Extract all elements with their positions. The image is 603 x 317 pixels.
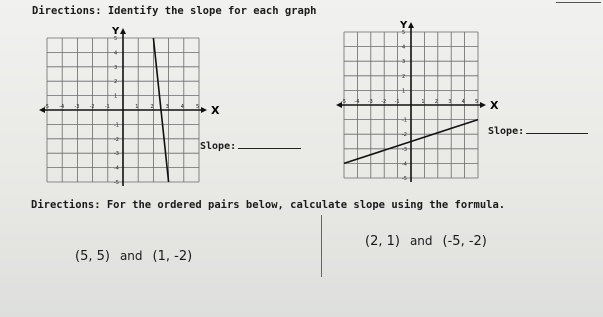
divider-line xyxy=(321,215,322,277)
x-tick-label: 2 xyxy=(434,99,438,105)
pair-a: (2, 1) xyxy=(365,234,400,249)
x-tick-label: 5 xyxy=(475,99,479,105)
x-tick-label: -3 xyxy=(367,99,373,105)
y-axis-label: Y xyxy=(400,20,408,31)
y-tick-label: 3 xyxy=(114,64,118,71)
x-tick-label: -4 xyxy=(354,99,360,105)
x-tick-label: -2 xyxy=(381,99,387,105)
top-rule xyxy=(556,2,601,3)
x-tick-label: 4 xyxy=(180,104,184,110)
pair-b: (1, -2) xyxy=(152,249,193,264)
y-tick-label: 3 xyxy=(402,59,406,66)
x-axis-label: X xyxy=(211,104,220,117)
x-tick-label: 2 xyxy=(150,104,154,110)
x-tick-label: -1 xyxy=(394,99,400,105)
x-tick-label: 3 xyxy=(165,104,169,110)
x-tick-label: -2 xyxy=(89,104,95,110)
x-axis-arrow-right xyxy=(480,102,486,108)
x-tick-label: -3 xyxy=(74,104,80,110)
and-word: and xyxy=(409,234,433,248)
y-tick-label: 4 xyxy=(114,50,118,57)
directions-ordered-pairs: Directions: For the ordered pairs below, calculate slope using the formula. xyxy=(31,199,506,211)
x-tick-label: -5 xyxy=(44,104,49,110)
pair-b: (-5, -2) xyxy=(442,234,487,249)
x-tick-label: 4 xyxy=(461,99,465,105)
x-tick-label: -4 xyxy=(59,104,65,110)
slope-answer-1 xyxy=(200,139,301,152)
y-tick-label: 1 xyxy=(402,88,406,95)
y-tick-label: -2 xyxy=(402,132,407,139)
coordinate-grid-2 xyxy=(338,18,499,182)
y-tick-label: 1 xyxy=(114,93,118,100)
answer-blank-1[interactable] xyxy=(238,139,301,149)
slope-label-1: Slope: xyxy=(200,141,237,152)
x-tick-label: 1 xyxy=(421,99,425,105)
y-tick-label: -3 xyxy=(402,146,407,153)
y-tick-label: -5 xyxy=(402,176,407,182)
y-tick-label: -1 xyxy=(402,117,407,124)
y-tick-label: -4 xyxy=(114,165,119,172)
answer-blank-2[interactable] xyxy=(526,124,588,134)
pair-a: (5, 5) xyxy=(75,249,110,264)
y-tick-label: 5 xyxy=(402,30,406,36)
y-tick-label: -4 xyxy=(402,161,407,168)
x-axis-label: X xyxy=(490,99,499,112)
y-axis-arrow xyxy=(120,28,126,34)
y-tick-label: -2 xyxy=(114,136,119,143)
graph-2 xyxy=(338,18,499,182)
x-tick-label: 1 xyxy=(135,104,139,110)
x-tick-label: 3 xyxy=(448,99,452,105)
x-tick-label: -1 xyxy=(104,104,110,110)
directions-graphs: Directions: Identify the slope for each graph xyxy=(32,5,317,17)
problem-1 xyxy=(75,249,192,264)
x-tick-label: -5 xyxy=(341,99,346,105)
y-tick-label: 2 xyxy=(114,79,118,86)
problem-2 xyxy=(365,234,487,249)
x-axis-arrow-right xyxy=(201,107,207,113)
y-axis-arrow xyxy=(408,22,414,28)
y-tick-label: 4 xyxy=(402,44,406,51)
y-tick-label: 5 xyxy=(114,36,118,42)
slope-answer-2 xyxy=(488,124,588,137)
slope-label-2: Slope: xyxy=(488,126,525,137)
x-tick-label: 5 xyxy=(196,104,200,110)
y-tick-label: -5 xyxy=(114,180,119,186)
y-axis-label: Y xyxy=(112,26,120,37)
y-tick-label: 2 xyxy=(402,73,406,80)
y-tick-label: -1 xyxy=(114,122,119,129)
and-word: and xyxy=(119,249,143,263)
y-tick-label: -3 xyxy=(114,151,119,158)
